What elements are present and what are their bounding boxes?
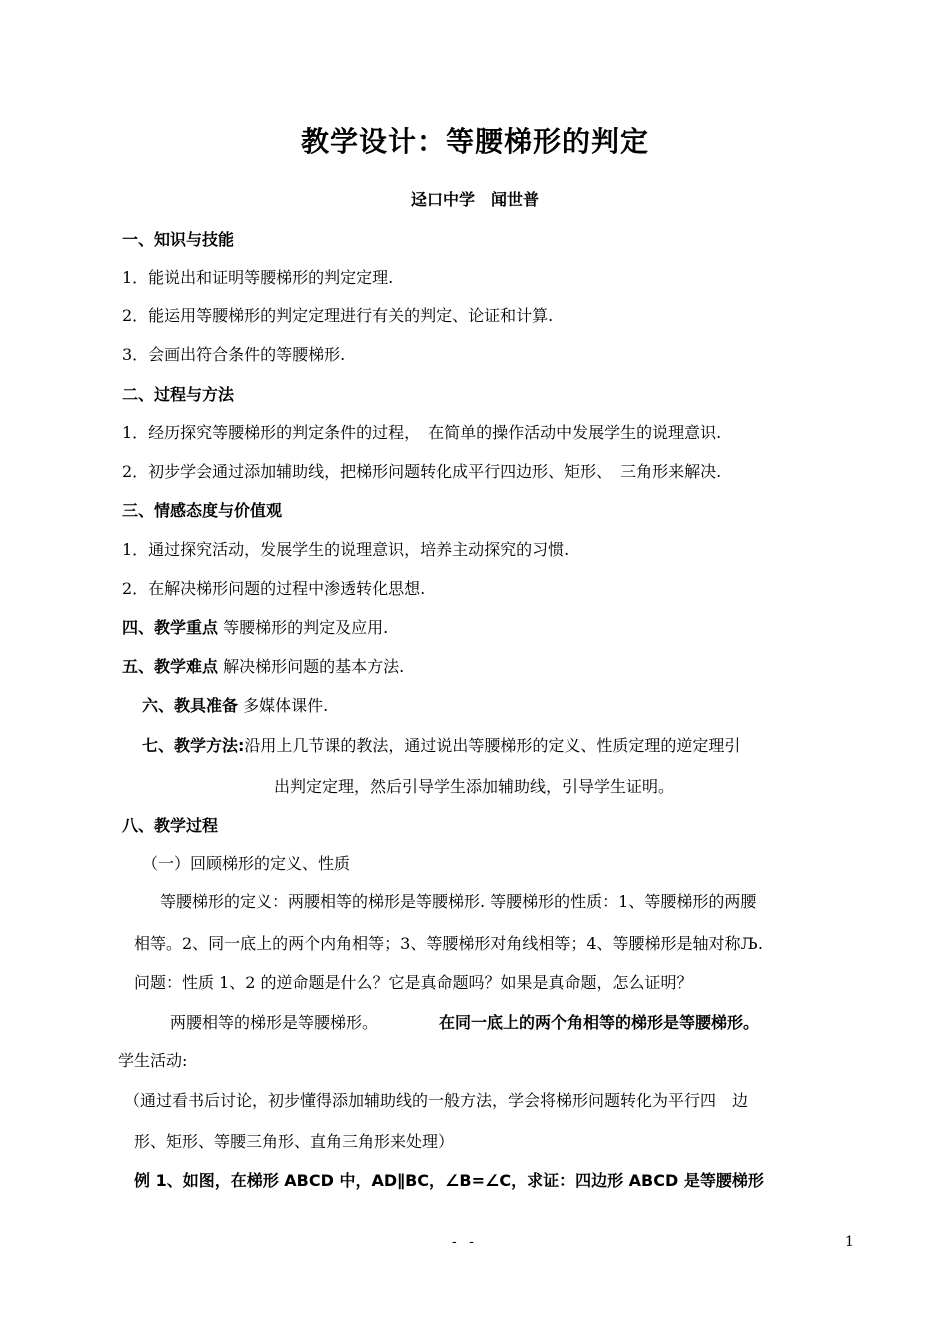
section-7 [142,736,740,756]
page-title: 教学设计：等腰梯形的判定 [300,125,649,158]
section-heading-2: 二、过程与方法 [122,385,235,404]
section-heading-5: 五、教学难点 [122,657,219,676]
list-item: 1．通过探究活动，发展学生的说理意识，培养主动探究的习惯. [122,540,570,559]
section-7-text: 沿用上几节课的教法，通过说出等腰梯形的定义、性质定理的逆定理引 [244,736,741,755]
answer-line [170,1013,378,1033]
section-6-text: 多媒体课件. [238,696,329,715]
footer-marker: - - [452,1234,478,1250]
paragraph: 等腰梯形的定义：两腰相等的梯形是等腰梯形. 等腰梯形的性质：1、等腰梯形的两腰 [160,892,757,911]
section-4 [122,618,388,638]
paragraph [134,934,763,954]
section-5 [122,657,404,677]
subsection-heading: （一）回顾梯形的定义、性质 [142,854,351,873]
section-5-text: 解决梯形问题的基本方法. [218,657,405,676]
page-number: 1 [845,1234,854,1250]
list-item: 3．会画出符合条件的等腰梯形. [122,345,346,364]
section-4-text: 等腰梯形的判定及应用. [218,618,389,637]
answer-2: 在同一底上的两个角相等的梯形是等腰梯形。 [439,1013,760,1032]
section-heading-8: 八、教学过程 [122,816,219,835]
section-heading-4: 四、教学重点 [122,618,219,637]
question-line: 问题：性质 1、2 的逆命题是什么？它是真命题吗？如果是真命题，怎么证明？ [134,973,693,992]
section-7-continuation: 出判定定理，然后引导学生添加辅助线，引导学生证明。 [274,777,675,796]
paragraph-glyph: Љ. [740,934,763,953]
activity-label: 学生活动: [118,1051,188,1070]
section-heading-3: 三、情感态度与价值观 [122,501,283,520]
activity-text: 形、矩形、等腰三角形、直角三角形来处理） [134,1132,455,1151]
list-item: 2．初步学会通过添加辅助线，把梯形问题转化成平行四边形、矩形、 三角形来解决. [122,462,722,481]
paragraph-text: 相等。2、同一底上的两个内角相等；3、等腰梯形对角线相等；4、等腰梯形是轴对称 [134,934,741,953]
answer-1: 两腰相等的梯形是等腰梯形。 [170,1013,379,1032]
section-heading-6: 六、教具准备 [142,696,239,715]
list-item: 1．能说出和证明等腰梯形的判定定理. [122,268,394,287]
example-heading: 例 1、如图，在梯形 ABCD 中，AD∥BC，∠B=∠C，求证：四边形 ABCD 是等腰梯形 [134,1171,764,1190]
section-heading-1: 一、知识与技能 [122,230,235,249]
list-item: 1．经历探究等腰梯形的判定条件的过程， 在简单的操作活动中发展学生的说理意识. [122,423,722,442]
section-heading-7: 七、教学方法: [142,736,245,755]
author-line: 迳口中学 闻世普 [410,190,539,209]
list-item: 2．在解决梯形问题的过程中渗透转化思想. [122,579,426,598]
list-item: 2．能运用等腰梯形的判定定理进行有关的判定、论证和计算. [122,306,554,325]
activity-text: （通过看书后讨论，初步懂得添加辅助线的一般方法，学会将梯形问题转化为平行四 边 [124,1091,749,1110]
section-6 [142,696,328,716]
